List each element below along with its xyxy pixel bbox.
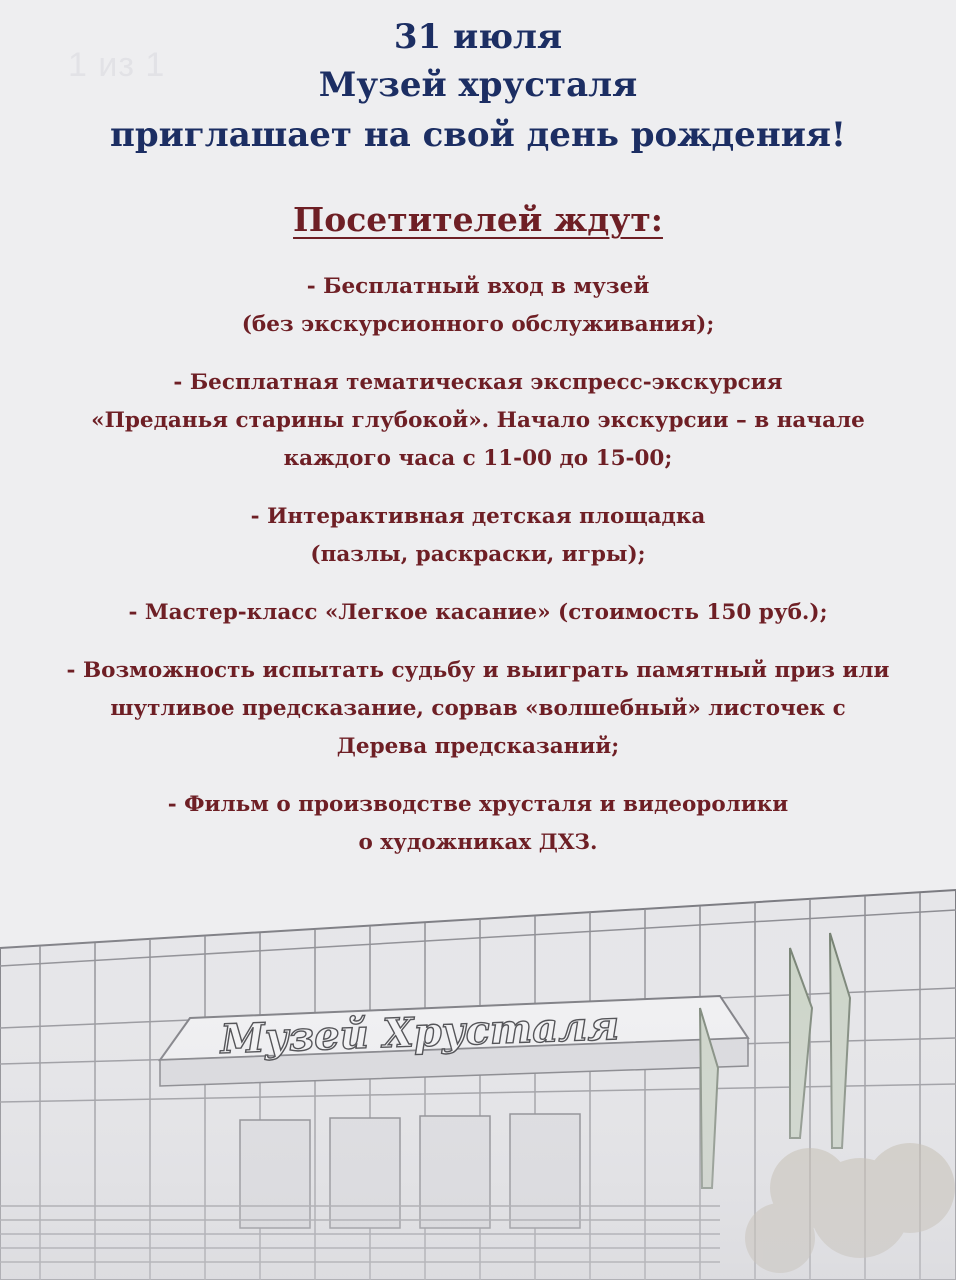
item-line: Дерева предсказаний;	[336, 734, 620, 759]
item-line: - Фильм о производстве хрусталя и видеоролики	[167, 792, 789, 817]
header	[0, 14, 956, 160]
item-line: - Интерактивная детская площадка	[250, 504, 706, 529]
page-counter: 1 из 1	[68, 46, 166, 84]
program-item	[0, 364, 956, 478]
building-sign-text: Музей Хрусталя	[219, 1002, 620, 1063]
item-line: - Возможность испытать судьбу и выиграть памятный приз или	[66, 658, 890, 683]
program-item	[0, 268, 956, 344]
item-line: - Бесплатный вход в музей	[306, 274, 650, 299]
item-line: о художниках ДХЗ.	[358, 830, 598, 855]
program-item	[0, 594, 956, 632]
item-line: шутливое предсказание, сорвав «волшебный» листочек с	[110, 696, 846, 721]
program-item	[0, 498, 956, 574]
invitation-subtitle: приглашает на свой день рождения!	[110, 115, 846, 155]
item-line: - Бесплатная тематическая экспресс-экскурсия	[173, 370, 783, 395]
program-item	[0, 652, 956, 766]
item-line: (пазлы, раскраски, игры);	[310, 542, 646, 567]
museum-building-photo	[0, 888, 956, 1280]
program-list	[0, 268, 956, 862]
section-heading: Посетителей ждут:	[293, 200, 663, 239]
item-line: «Преданья старины глубокой». Начало экскурсии – в начале	[91, 408, 865, 433]
item-line: (без экскурсионного обслуживания);	[241, 312, 715, 337]
event-date: 31 июля	[393, 17, 563, 57]
item-line: каждого часа с 11-00 до 15-00;	[283, 446, 673, 471]
item-line: - Мастер-класс «Легкое касание» (стоимость 150 руб.);	[128, 600, 828, 625]
museum-title: Музей хрусталя	[318, 65, 638, 105]
program-item	[0, 786, 956, 862]
